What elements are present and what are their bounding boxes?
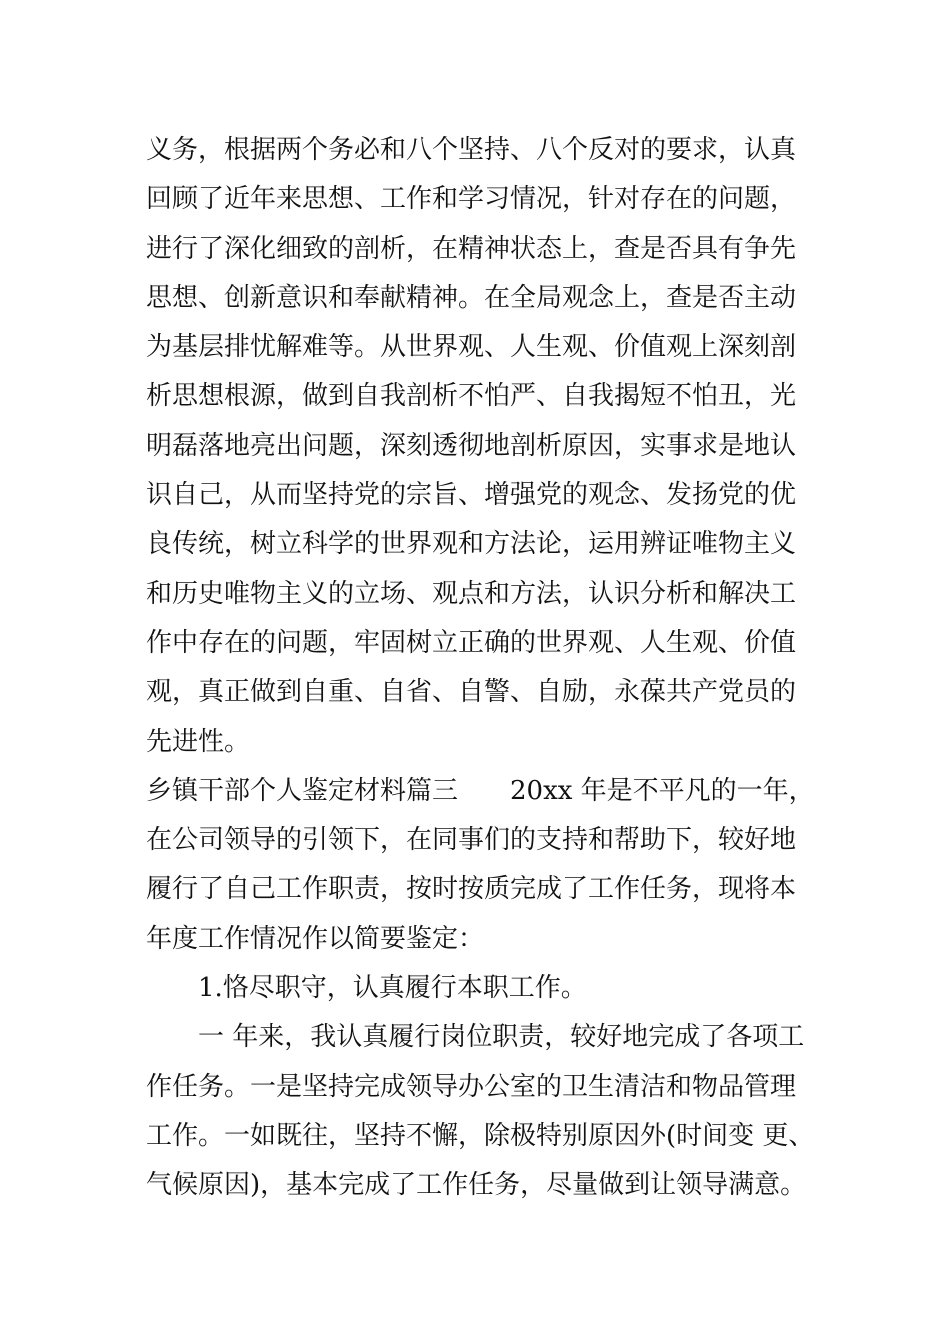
text-line: 义务，根据两个务必和八个坚持、八个反对的要求，认真 — [146, 135, 797, 165]
text-line: 为基层排忧解难等。从世界观、人生观、价值观上深刻剖 — [146, 332, 797, 363]
document-body — [146, 126, 836, 1211]
text-line: 一 年来，我认真履行岗位职责，较好地完成了各项工 — [146, 1022, 805, 1053]
text-line: 进行了深化细致的剖析，在精神状态上，查是否具有争先 — [146, 233, 797, 264]
text-line: 年度工作情况作以简要鉴定： — [146, 923, 485, 954]
numbered-item-heading: 1.恪尽职守，认真履行本职工作。 — [146, 973, 587, 1004]
text-line: 明磊落地亮出问题，深刻透彻地剖析原因，实事求是地认 — [146, 430, 797, 461]
text-line: 良传统，树立科学的世界观和方法论，运用辨证唯物主义 — [146, 529, 797, 560]
text-line: 回顾了近年来思想、工作和学习情况，针对存在的问题， — [146, 184, 797, 215]
section-heading-line: 乡镇干部个人鉴定材料篇三 20xx 年是不平凡的一年， — [146, 775, 815, 806]
text-line: 和历史唯物主义的立场、观点和方法，认识分析和解决工 — [146, 578, 797, 609]
text-line: 履行了自己工作职责，按时按质完成了工作任务，现将本 — [146, 874, 797, 905]
text-line: 思想、创新意识和奉献精神。在全局观念上，查是否主动 — [146, 282, 797, 313]
text-line: 在公司领导的引领下，在同事们的支持和帮助下，较好地 — [146, 825, 797, 856]
text-line: 先进性。 — [146, 726, 251, 757]
text-line: 作中存在的问题，牢固树立正确的世界观、人生观、价值 — [146, 627, 797, 658]
text-line: 作任务。一是坚持完成领导办公室的卫生清洁和物品管理 — [146, 1071, 797, 1102]
text-line: 析思想根源，做到自我剖析不怕严、自我揭短不怕丑，光 — [146, 381, 797, 412]
text-line: 识自己，从而坚持党的宗旨、增强党的观念、发扬党的优 — [146, 480, 797, 511]
text-line: 观，真正做到自重、自省、自警、自励，永葆共产党员的 — [146, 677, 797, 708]
text-line: 工作。一如既往，坚持不懈，除极特别原因外(时间变 更、 — [146, 1120, 815, 1151]
text-line: 气候原因)，基本完成了工作任务，尽量做到让领导满意。 — [146, 1170, 807, 1201]
